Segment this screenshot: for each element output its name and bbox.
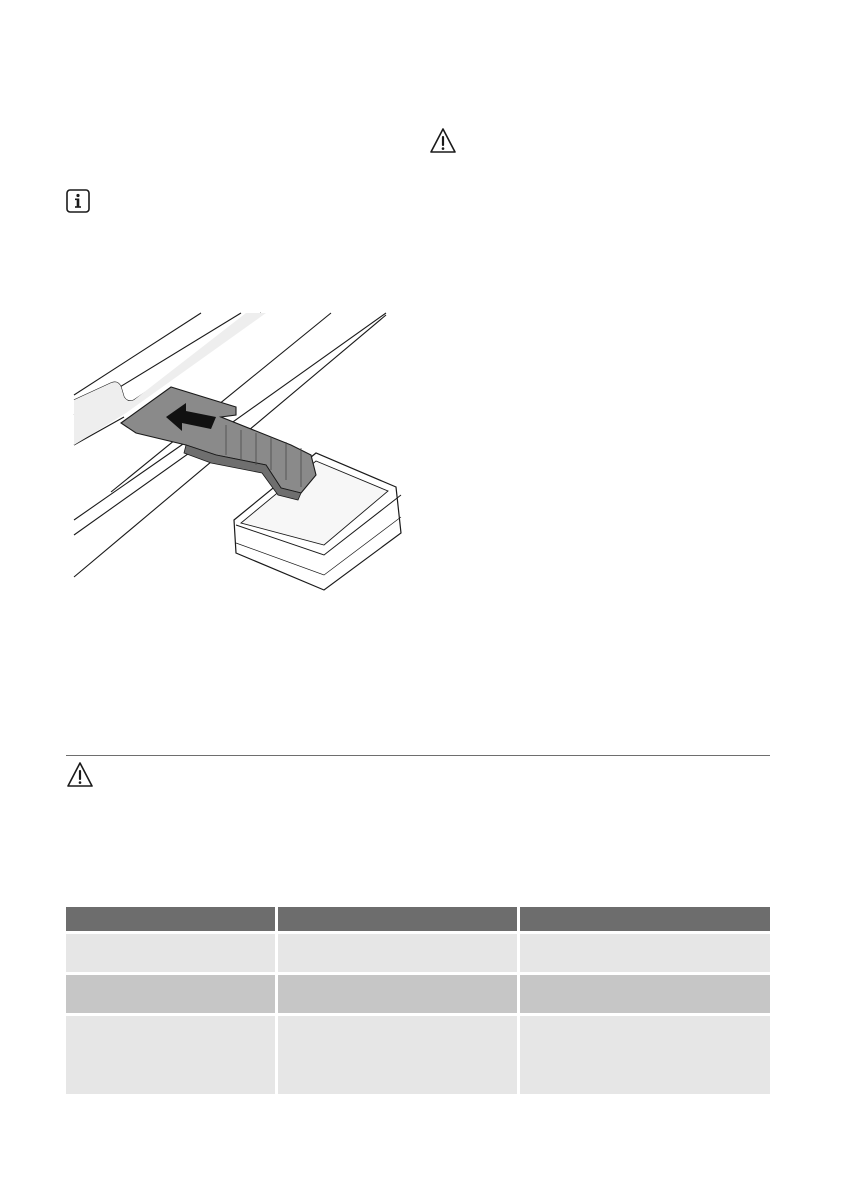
table-cell [518,933,770,974]
table-cell [66,1015,276,1095]
section-divider [66,755,770,756]
table-header-cell [66,907,276,933]
table-cell [518,1015,770,1095]
table-header-row [66,907,770,933]
warning-triangle-icon [66,761,94,788]
table-header-cell [518,907,770,933]
table-row [66,974,770,1015]
table-cell [66,974,276,1015]
table-cell [276,1015,518,1095]
table-row [66,933,770,974]
troubleshooting-table [66,907,770,1094]
table-cell [66,933,276,974]
table-cell [276,933,518,974]
table-header-cell [276,907,518,933]
table-cell [276,974,518,1015]
table-row [66,1015,770,1095]
table-cell [518,974,770,1015]
info-icon [66,189,90,213]
warning-triangle-icon [429,127,457,154]
tray-insert-illustration [66,305,411,595]
